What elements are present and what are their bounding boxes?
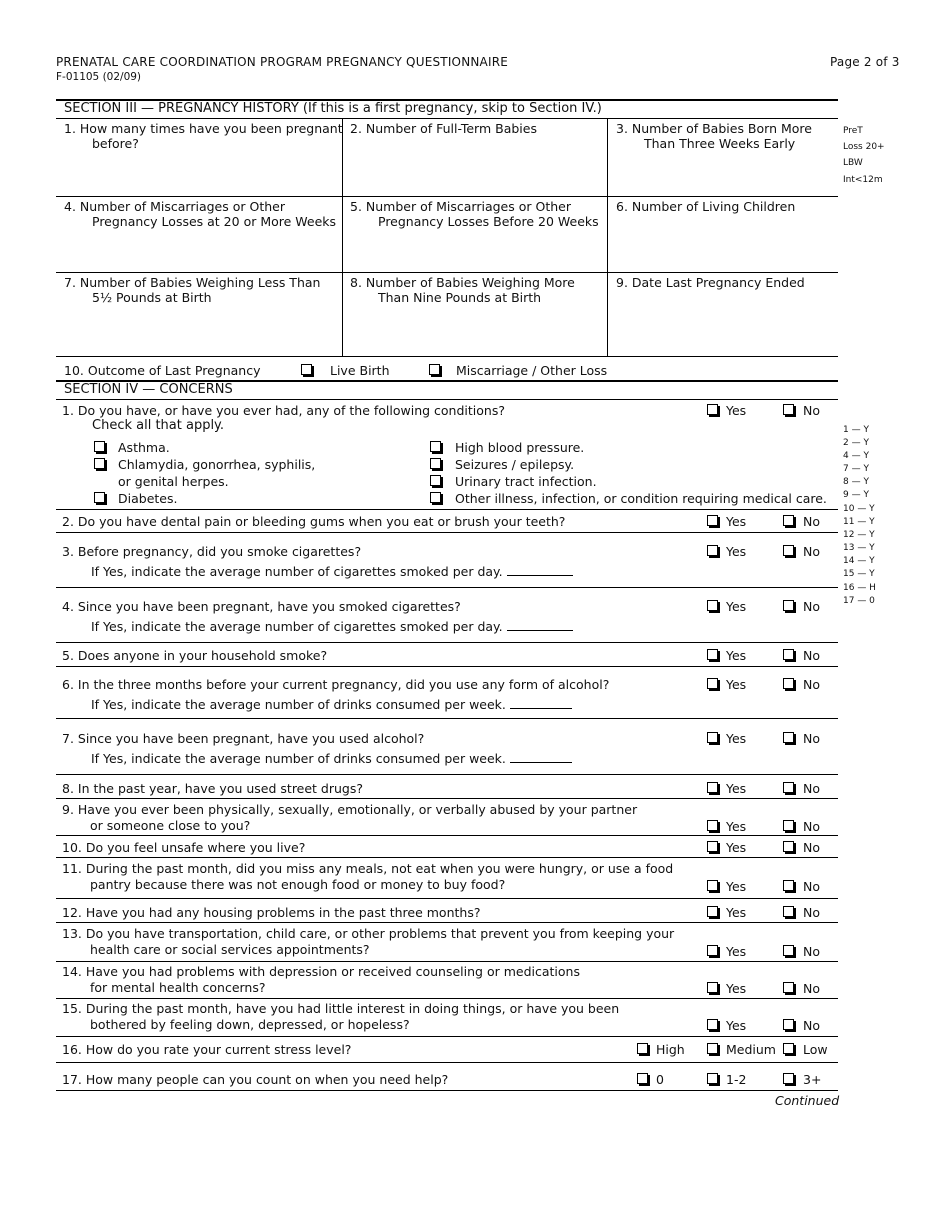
yes-label: Yes: [726, 544, 747, 559]
stress-high-checkbox[interactable]: [637, 1043, 648, 1054]
no-label: No: [803, 677, 820, 692]
section4-title: SECTION IV — CONCERNS: [64, 382, 233, 397]
s3-q6[interactable]: 6. Number of Living Children: [616, 199, 796, 214]
help-3plus-label: 3+: [803, 1072, 822, 1087]
side-note: 14 — Y: [843, 556, 875, 566]
s4-q9-text: 9. Have you ever been physically, sexually, emotionally, or verbally abused by your partner or someone close to you?: [62, 802, 638, 833]
stress-medium-label: Medium: [726, 1042, 776, 1057]
no-label: No: [803, 731, 820, 746]
no-label: No: [803, 981, 820, 996]
std-label-cont: or genital herpes.: [118, 474, 229, 489]
side-note: Loss 20+: [843, 142, 885, 152]
high-bp-checkbox[interactable]: [430, 441, 441, 452]
help-1-2-checkbox[interactable]: [707, 1073, 718, 1084]
q13-yes-checkbox[interactable]: [707, 945, 718, 956]
section3-title: SECTION III — PREGNANCY HISTORY (If this is a first pregnancy, skip to Section IV.): [64, 101, 602, 116]
s4-q15-text: 15. During the past month, have you had little interest in doing things, or have you been bothered by feeling down, depressed, or hopeless?: [62, 1001, 620, 1032]
side-note: 9 — Y: [843, 490, 869, 500]
s4-q6-text: 6. In the three months before your current pregnancy, did you use any form of alcohol?: [62, 677, 610, 692]
stress-low-label: Low: [803, 1042, 828, 1057]
s4-q3-text: 3. Before pregnancy, did you smoke cigarettes?: [62, 544, 362, 559]
s3-q1[interactable]: 1. How many times have you been pregnant before?: [64, 121, 343, 151]
no-label: No: [803, 648, 820, 663]
uti-label: Urinary tract infection.: [455, 474, 597, 489]
live-birth-label: Live Birth: [330, 363, 390, 378]
yes-label: Yes: [726, 1018, 747, 1033]
cigarettes-during-field[interactable]: [507, 618, 573, 631]
s4-q1-text: 1. Do you have, or have you ever had, any of the following conditions?: [62, 403, 505, 418]
help-0-checkbox[interactable]: [637, 1073, 648, 1084]
no-label: No: [803, 819, 820, 834]
stress-high-label: High: [656, 1042, 685, 1057]
yes-label: Yes: [726, 781, 747, 796]
no-label: No: [803, 544, 820, 559]
side-note: 8 — Y: [843, 477, 869, 487]
side-note: 11 — Y: [843, 517, 875, 527]
q7-yes-checkbox[interactable]: [707, 732, 718, 743]
q15-no-checkbox[interactable]: [783, 1019, 794, 1030]
s4-q6-sub: If Yes, indicate the average number of drinks consumed per week.: [91, 696, 572, 712]
help-1-2-label: 1-2: [726, 1072, 747, 1087]
s3-q8[interactable]: 8. Number of Babies Weighing More Than Nine Pounds at Birth: [350, 275, 575, 305]
yes-label: Yes: [726, 677, 747, 692]
std-label: Chlamydia, gonorrhea, syphilis,: [118, 457, 316, 472]
no-label: No: [803, 905, 820, 920]
q7-no-checkbox[interactable]: [783, 732, 794, 743]
seizures-label: Seizures / epilepsy.: [455, 457, 575, 472]
s3-q4[interactable]: 4. Number of Miscarriages or Other Pregnancy Losses at 20 or More Weeks: [64, 199, 337, 229]
asthma-label: Asthma.: [118, 440, 170, 455]
q12-no-checkbox[interactable]: [783, 906, 794, 917]
s4-q12-text: 12. Have you had any housing problems in the past three months?: [62, 905, 481, 920]
yes-label: Yes: [726, 879, 747, 894]
no-label: No: [803, 514, 820, 529]
stress-medium-checkbox[interactable]: [707, 1043, 718, 1054]
s4-q10-text: 10. Do you feel unsafe where you live?: [62, 840, 306, 855]
side-note: 17 — 0: [843, 596, 875, 606]
no-label: No: [803, 403, 820, 418]
q12-yes-checkbox[interactable]: [707, 906, 718, 917]
no-label: No: [803, 1018, 820, 1033]
side-note: 16 — H: [843, 583, 876, 593]
no-label: No: [803, 944, 820, 959]
s4-q4-sub: If Yes, indicate the average number of cigarettes smoked per day.: [91, 618, 573, 634]
s4-q7-text: 7. Since you have been pregnant, have you used alcohol?: [62, 731, 425, 746]
yes-label: Yes: [726, 981, 747, 996]
side-note: 2 — Y: [843, 438, 869, 448]
yes-label: Yes: [726, 731, 747, 746]
s4-q13-text: 13. Do you have transportation, child care, or other problems that prevent you from keeping your health care or social services appointments?: [62, 926, 675, 957]
asthma-checkbox[interactable]: [94, 441, 105, 452]
q2-yes-checkbox[interactable]: [707, 515, 718, 526]
yes-label: Yes: [726, 905, 747, 920]
continued-label: Continued: [775, 1093, 840, 1108]
q4-yes-checkbox[interactable]: [707, 600, 718, 611]
s4-q2-text: 2. Do you have dental pain or bleeding gums when you eat or brush your teeth?: [62, 514, 566, 529]
s3-q9[interactable]: 9. Date Last Pregnancy Ended: [616, 275, 805, 290]
no-label: No: [803, 781, 820, 796]
yes-label: Yes: [726, 819, 747, 834]
s3-q2[interactable]: 2. Number of Full-Term Babies: [350, 121, 537, 136]
q6-yes-checkbox[interactable]: [707, 678, 718, 689]
side-note: 1 — Y: [843, 425, 869, 435]
q10-yes-checkbox[interactable]: [707, 841, 718, 852]
yes-label: Yes: [726, 403, 747, 418]
seizures-checkbox[interactable]: [430, 458, 441, 469]
miscarriage-checkbox[interactable]: [429, 364, 440, 375]
q5-no-checkbox[interactable]: [783, 649, 794, 660]
s4-q11-text: 11. During the past month, did you miss any meals, not eat when you were hungry, or use a food pantry because there was not enough food or money to buy food?: [62, 861, 674, 892]
yes-label: Yes: [726, 599, 747, 614]
q2-no-checkbox[interactable]: [783, 515, 794, 526]
s4-q5-text: 5. Does anyone in your household smoke?: [62, 648, 328, 663]
q6-no-checkbox[interactable]: [783, 678, 794, 689]
s4-q17-text: 17. How many people can you count on when you need help?: [62, 1072, 449, 1087]
stress-low-checkbox[interactable]: [783, 1043, 794, 1054]
no-label: No: [803, 840, 820, 855]
live-birth-checkbox[interactable]: [301, 364, 312, 375]
side-note: PreT: [843, 126, 863, 136]
s3-q3[interactable]: 3. Number of Babies Born More Than Three Weeks Early: [616, 121, 812, 151]
diabetes-checkbox[interactable]: [94, 492, 105, 503]
q3-no-checkbox[interactable]: [783, 545, 794, 556]
s3-q5[interactable]: 5. Number of Miscarriages or Other Pregnancy Losses Before 20 Weeks: [350, 199, 599, 229]
q1-yes-checkbox[interactable]: [707, 404, 718, 415]
yes-label: Yes: [726, 648, 747, 663]
page-number: Page 2 of 3: [830, 55, 900, 69]
q1-no-checkbox[interactable]: [783, 404, 794, 415]
s4-q16-text: 16. How do you rate your current stress level?: [62, 1042, 352, 1057]
q8-no-checkbox[interactable]: [783, 782, 794, 793]
help-0-label: 0: [656, 1072, 664, 1087]
q15-yes-checkbox[interactable]: [707, 1019, 718, 1030]
no-label: No: [803, 599, 820, 614]
other-illness-label: Other illness, infection, or condition requiring medical care.: [455, 491, 827, 506]
s4-q4-text: 4. Since you have been pregnant, have you smoked cigarettes?: [62, 599, 461, 614]
side-note: 10 — Y: [843, 504, 875, 514]
other-illness-checkbox[interactable]: [430, 492, 441, 503]
side-note: 13 — Y: [843, 543, 875, 553]
q4-no-checkbox[interactable]: [783, 600, 794, 611]
yes-label: Yes: [726, 944, 747, 959]
s3-q7[interactable]: 7. Number of Babies Weighing Less Than 5½ Pounds at Birth: [64, 275, 321, 305]
uti-checkbox[interactable]: [430, 475, 441, 486]
q14-no-checkbox[interactable]: [783, 982, 794, 993]
no-label: No: [803, 879, 820, 894]
diabetes-label: Diabetes.: [118, 491, 178, 506]
q11-no-checkbox[interactable]: [783, 880, 794, 891]
s4-q14-text: 14. Have you had problems with depression or received counseling or medications for mental health concerns?: [62, 964, 580, 995]
side-note: LBW: [843, 158, 863, 168]
s4-q3-sub: If Yes, indicate the average number of cigarettes smoked per day.: [91, 563, 573, 579]
cigarettes-before-field[interactable]: [507, 563, 573, 576]
q5-yes-checkbox[interactable]: [707, 649, 718, 660]
high-bp-label: High blood pressure.: [455, 440, 585, 455]
q10-no-checkbox[interactable]: [783, 841, 794, 852]
help-3plus-checkbox[interactable]: [783, 1073, 794, 1084]
miscarriage-label: Miscarriage / Other Loss: [456, 363, 608, 378]
q14-yes-checkbox[interactable]: [707, 982, 718, 993]
s3-q10-label: 10. Outcome of Last Pregnancy: [64, 363, 261, 378]
yes-label: Yes: [726, 840, 747, 855]
q13-no-checkbox[interactable]: [783, 945, 794, 956]
q9-no-checkbox[interactable]: [783, 820, 794, 831]
side-note: 4 — Y: [843, 451, 869, 461]
drinks-before-field[interactable]: [510, 696, 572, 709]
s4-q7-sub: If Yes, indicate the average number of drinks consumed per week.: [91, 750, 572, 766]
form-title: PRENATAL CARE COORDINATION PROGRAM PREGNANCY QUESTIONNAIRE: [56, 55, 509, 69]
q11-yes-checkbox[interactable]: [707, 880, 718, 891]
s4-q1-sub: Check all that apply.: [92, 418, 225, 433]
side-note: Int<12m: [843, 175, 883, 185]
q3-yes-checkbox[interactable]: [707, 545, 718, 556]
side-note: 12 — Y: [843, 530, 875, 540]
s4-q8-text: 8. In the past year, have you used street drugs?: [62, 781, 364, 796]
side-note: 15 — Y: [843, 569, 875, 579]
q8-yes-checkbox[interactable]: [707, 782, 718, 793]
form-id: F-01105 (02/09): [56, 71, 142, 83]
side-note: 7 — Y: [843, 464, 869, 474]
drinks-during-field[interactable]: [510, 750, 572, 763]
std-checkbox[interactable]: [94, 458, 105, 469]
q9-yes-checkbox[interactable]: [707, 820, 718, 831]
yes-label: Yes: [726, 514, 747, 529]
